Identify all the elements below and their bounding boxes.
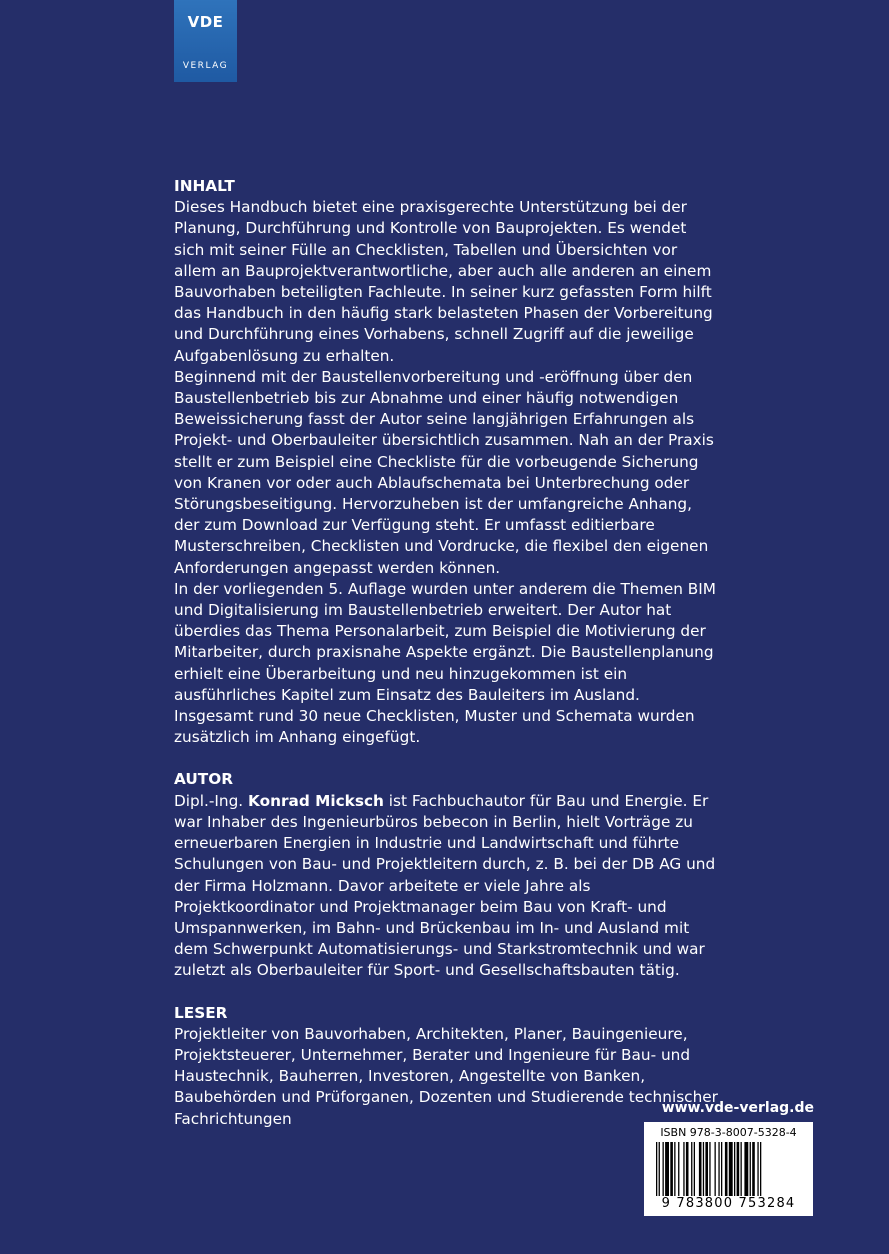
inhalt-heading: INHALT — [174, 177, 235, 195]
autor-heading: AUTOR — [174, 770, 234, 789]
logo-sub-text: VERLAG — [182, 61, 229, 71]
inhalt-paragraph-3: In der vorliegenden 5. Auflage wurden unter anderem die Themen BIM und Digitalisierung im Baustellenbetrieb erweitert. Der Autor hat überdies das Thema Personalarbeit, zum Beispiel die Motivierung der Mitarbeiter, durch praxisnahe Aspekte ergänzt. Die Baustellenplanung erhielt eine Überarbeitung und neu hinzugekommen ist ein ausführliches Kapitel zum Einsatz des Bauleiters im Ausland. Insgesamt rund 30 neue Checklisten, Muster und Schemata wurden zusätzlich im Anhang eingefügt. — [174, 579, 716, 747]
website-url: www.vde-verlag.de — [661, 1100, 814, 1116]
isbn-barcode — [644, 1122, 813, 1216]
logo-main-text: VDE — [187, 13, 224, 31]
autor-text: ist Fachbuchautor für Bau und Energie. Er war Inhaber des Ingenieurbüros bebecon in Berlin, hielt Vorträge zu erneuerbaren Energien in Industrie und Landwirtschaft und führte Schulungen von Bau- und Projektleitern durch, z. B. bei der DB AG und der Firma Holzmann. Davor arbeitete er viele Jahre als Projektkoordinator und Projektmanager beim Bau von Kraft- und Umspannwerken, im Bahn- und Brückenbau im In- und Ausland mit dem Schwerpunkt Automatisierungs- und Starkstromtechnik und war zuletzt als Oberbauleiter für Sport- und Gesellschaftsbauten tätig. — [174, 791, 716, 980]
back-cover-text — [174, 176, 720, 1130]
barcode-digits: 9 783800 753284 — [661, 1196, 796, 1211]
inhalt-paragraph-1: Dieses Handbuch bietet eine praxisgerechte Unterstützung bei der Planung, Durchführung und Kontrolle von Bauprojekten. Es wendet sich mit seiner Fülle an Checklisten, Tabellen und Übersichten vor allem an Bauprojektverantwortliche, aber auch alle anderen an einem Bauvorhaben beteiligten Fachleute. In seiner kurz gefassten Form hilft das Handbuch in den häufig stark belasteten Phasen der Vorbereitung und Durchführung eines Vorhabens, schnell Zugriff auf die jeweilige Aufgabenlösung zu erhalten. — [174, 198, 713, 365]
autor-paragraph — [174, 791, 720, 982]
autor-prefix: Dipl.-Ing. — [174, 791, 249, 810]
inhalt-paragraph-2: Beginnend mit der Baustellenvorbereitung und -eröffnung über den Baustellenbetrieb bis zur Abnahme und einer häufig notwendigen Beweissicherung fasst der Autor seine langjährigen Erfahrungen als Projekt- und Oberbauleiter übersichtlich zusammen. Nah an der Praxis stellt er zum Beispiel eine Checkliste für die vorbeugende Sicherung von Kranen vor oder auch Ablaufschemata bei Unterbrechung oder Störungsbeseitigung. Hervorzuheben ist der umfangreiche Anhang, der zum Download zur Verfügung steht. Er umfasst editierbare Musterschreiben, Checklisten und Vordrucke, die flexibel den eigenen Anforderungen angepasst werden können. — [174, 367, 714, 577]
isbn-text: ISBN 978-3-8007-5328-4 — [660, 1126, 797, 1139]
autor-name: Konrad Micksch — [248, 791, 384, 810]
leser-heading: LESER — [174, 1003, 228, 1022]
vde-verlag-logo — [174, 0, 237, 82]
leser-paragraph: Projektleiter von Bauvorhaben, Architekten, Planer, Bauingenieure, Projektsteuerer, Unternehmer, Berater und Ingenieure für Bau- und Haustechnik, Bauherren, Investoren, Angestellte von Banken, Baubehörden und Prüforganen, Dozenten und Studierende technischer Fachrichtungen — [174, 1024, 718, 1128]
barcode-bars-icon — [656, 1142, 801, 1196]
